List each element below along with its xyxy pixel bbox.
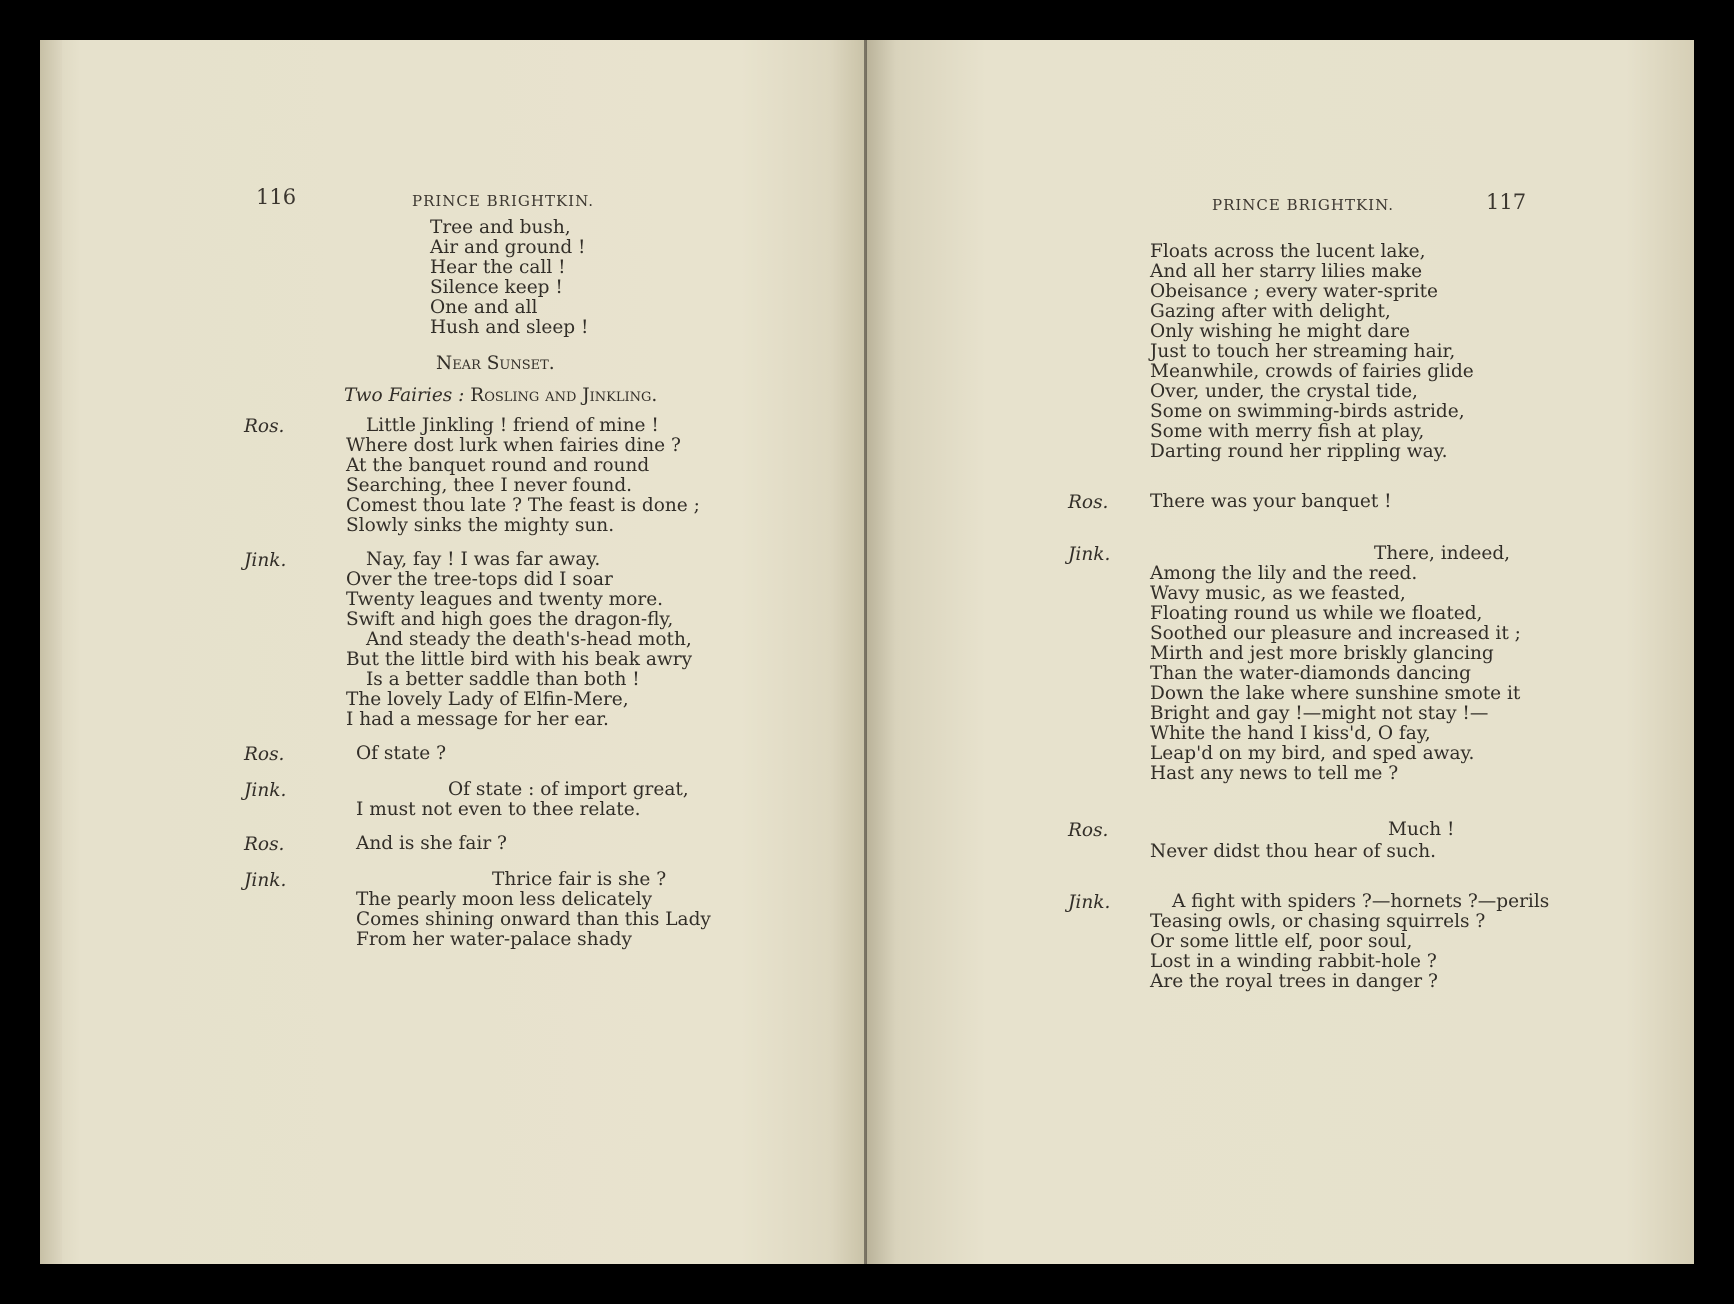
verse-line: Nay, fay ! I was far away.: [366, 549, 601, 570]
verse-line: Much !: [1388, 819, 1455, 840]
page-number: 116: [256, 185, 297, 209]
speaker-label: Jink.: [1068, 544, 1111, 565]
verse-line: Mirth and jest more briskly glancing: [1150, 643, 1494, 664]
page-edge: [40, 40, 62, 1264]
speaker-label: Ros.: [1068, 820, 1109, 841]
left-page: [40, 40, 866, 1264]
verse-line: Tree and bush,: [430, 217, 571, 238]
verse-line: Slowly sinks the mighty sun.: [346, 515, 615, 536]
verse-line: I must not even to thee relate.: [356, 799, 641, 820]
speaker-label: Jink.: [244, 870, 287, 891]
speaker-label: Jink.: [244, 550, 287, 571]
verse-line: Over, under, the crystal tide,: [1150, 381, 1418, 402]
verse-line: At the banquet round and round: [346, 455, 650, 476]
verse-line: Soothed our pleasure and increased it ;: [1150, 623, 1521, 644]
verse-line: Searching, thee I never found.: [346, 475, 633, 496]
verse-line: Darting round her rippling way.: [1150, 441, 1448, 462]
verse-line: And steady the death's-head moth,: [366, 629, 692, 650]
speaker-label: Jink.: [1068, 892, 1111, 913]
verse-line: The pearly moon less delicately: [356, 889, 653, 910]
verse-line: Where dost lurk when fairies dine ?: [346, 435, 681, 456]
book-gutter: [864, 40, 867, 1264]
verse-line: Swift and high goes the dragon-fly,: [346, 609, 674, 630]
verse-line: Hush and sleep !: [430, 317, 589, 338]
verse-line: Or some little elf, poor soul,: [1150, 931, 1413, 952]
verse-line: I had a message for her ear.: [346, 709, 609, 730]
verse-line: Air and ground !: [430, 237, 586, 258]
verse-line: Of state : of import great,: [448, 779, 689, 800]
right-page: [866, 40, 1694, 1264]
speaker-label: Ros.: [244, 416, 285, 437]
verse-line: Lost in a winding rabbit-hole ?: [1150, 951, 1437, 972]
verse-line: Among the lily and the reed.: [1150, 563, 1418, 584]
verse-line: But the little bird with his beak awry: [346, 649, 693, 670]
running-head: PRINCE BRIGHTKIN.: [1212, 196, 1395, 214]
verse-line: Thrice fair is she ?: [492, 869, 667, 890]
verse-line: The lovely Lady of Elfin-Mere,: [346, 689, 629, 710]
running-head: PRINCE BRIGHTKIN.: [412, 192, 595, 210]
speaker-label: Ros.: [244, 744, 285, 765]
verse-line: White the hand I kiss'd, O fay,: [1150, 723, 1431, 744]
verse-line: There, indeed,: [1374, 543, 1511, 564]
verse-line: Silence keep !: [430, 277, 563, 298]
verse-line: Hast any news to tell me ?: [1150, 763, 1399, 784]
speaker-label: Ros.: [1068, 492, 1109, 513]
verse-line: Floats across the lucent lake,: [1150, 241, 1426, 262]
speaker-label: Ros.: [244, 834, 285, 855]
verse-line: Are the royal trees in danger ?: [1150, 971, 1438, 992]
cast-list: [344, 386, 657, 406]
verse-line: Is a better saddle than both !: [366, 669, 640, 690]
verse-line: A fight with spiders ?—hornets ?—perils: [1172, 891, 1550, 912]
verse-line: And all her starry lilies make: [1150, 261, 1423, 282]
book-spread: [40, 40, 1694, 1264]
verse-line: Only wishing he might dare: [1150, 321, 1410, 342]
verse-line: Wavy music, as we feasted,: [1150, 583, 1406, 604]
speaker-label: Jink.: [244, 780, 287, 801]
verse-line: Over the tree-tops did I soar: [346, 569, 613, 590]
cast-label: Two Fairies :: [344, 385, 465, 406]
scene-heading: Near Sunset.: [436, 353, 555, 374]
verse-line: Some with merry fish at play,: [1150, 421, 1425, 442]
verse-line: Leap'd on my bird, and sped away.: [1150, 743, 1475, 764]
verse-line: Comes shining onward than this Lady: [356, 909, 711, 930]
verse-line: One and all: [430, 297, 538, 318]
verse-line: Teasing owls, or chasing squirrels ?: [1150, 911, 1486, 932]
verse-line: Of state ?: [356, 743, 447, 764]
verse-line: Than the water-diamonds dancing: [1150, 663, 1472, 684]
verse-line: Floating round us while we floated,: [1150, 603, 1483, 624]
verse-line: Obeisance ; every water-sprite: [1150, 281, 1438, 302]
verse-line: Some on swimming-birds astride,: [1150, 401, 1465, 422]
verse-line: Meanwhile, crowds of fairies glide: [1150, 361, 1474, 382]
verse-line: There was your banquet !: [1150, 491, 1392, 512]
verse-line: Gazing after with delight,: [1150, 301, 1391, 322]
verse-line: Down the lake where sunshine smote it: [1150, 683, 1521, 704]
verse-line: Hear the call !: [430, 257, 566, 278]
verse-line: Comest thou late ? The feast is done ;: [346, 495, 700, 516]
verse-line: Twenty leagues and twenty more.: [346, 589, 664, 610]
page-number: 117: [1486, 190, 1527, 214]
verse-line: Bright and gay !—might not stay !—: [1150, 703, 1489, 724]
cast-names: Rosling and Jinkling.: [470, 385, 658, 406]
verse-line: From her water-palace shady: [356, 929, 632, 950]
verse-line: And is she fair ?: [356, 833, 507, 854]
verse-line: Never didst thou hear of such.: [1150, 841, 1437, 862]
verse-line: Little Jinkling ! friend of mine !: [366, 415, 659, 436]
verse-line: Just to touch her streaming hair,: [1150, 341, 1456, 362]
